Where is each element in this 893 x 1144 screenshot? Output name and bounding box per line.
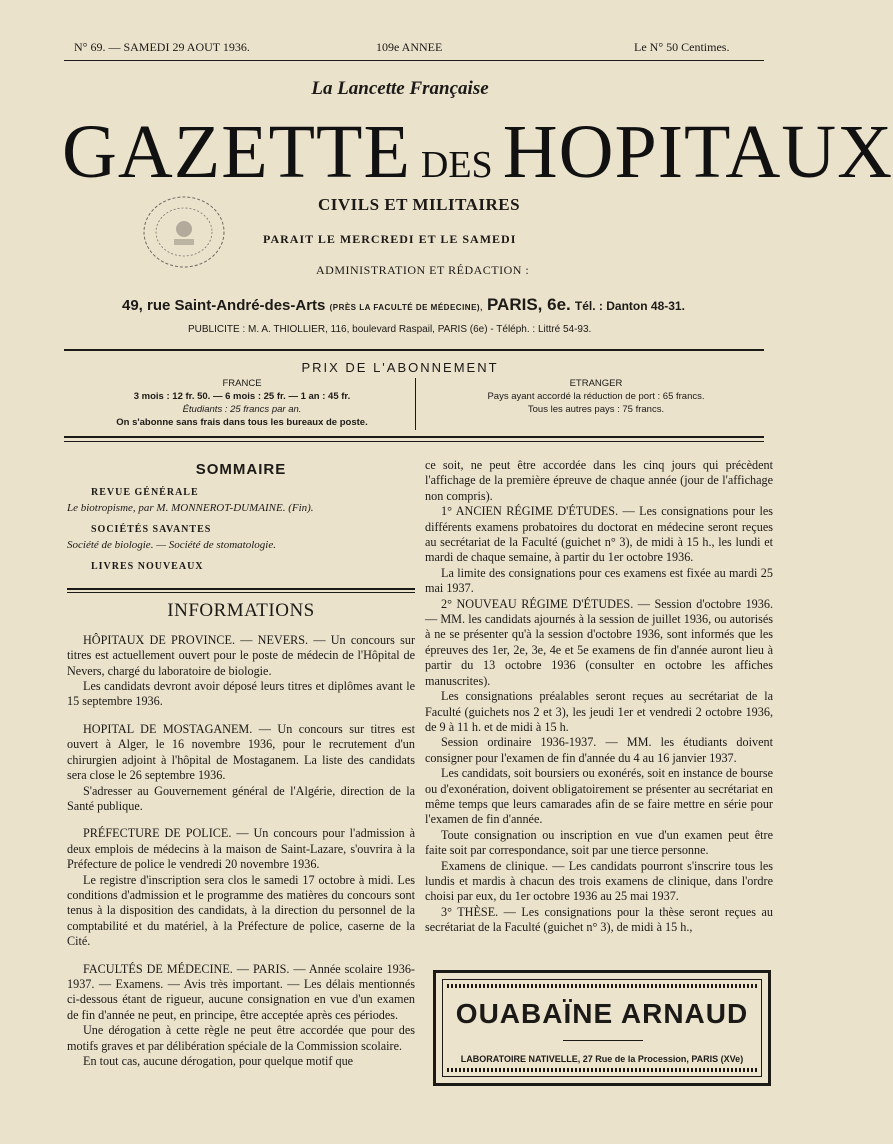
right-consignations: Les consignations préalables seront reçues au secrétariat de la Faculté (guichets nos 2 et 3), les jeudi 1er et vendredi 2 octobre 1936, de 9 à 11 h. et de midi à 15 h. xyxy=(425,689,773,734)
right-session-ordinaire: Session ordinaire 1936-1937. — MM. les étudiants doivent consigner pour l'examen de fin d'année du 4 au 16 janvier 1937. xyxy=(425,735,773,765)
info-prefecture: PRÉFECTURE DE POLICE. — Un concours pour l'admission à deux emplois de médecins à la maison de Saint-Lazare, s'ouvrira à la Préfecture de police le vendredi 20 novembre 1936. xyxy=(67,826,415,872)
right-limite: La limite des consignations pour ces examens est fixée au mardi 25 mai 1937. xyxy=(425,565,773,596)
france-rates: 3 mois : 12 fr. 50. — 6 mois : 25 fr. — 1 an : 45 fr. xyxy=(133,391,351,402)
ad-border-pattern-bottom xyxy=(447,1068,757,1072)
ad-divider xyxy=(563,1040,643,1041)
right-nouveau-regime: 2° NOUVEAU RÉGIME D'ÉTUDES. — Session d'octobre 1936. — MM. les candidats ajournés à la session de juillet 1936, ou autorisés à ne se présenter qu'à la session d'octobre 1936, sont informés que les épreuves des 1er, 2e, 3e, 4e et 5e examens de fin d'année auront lieu à partir du 13 octobre 1936 (consulter en octobre les affiches manuscrites). xyxy=(425,596,773,688)
top-rule xyxy=(64,60,764,61)
ad-laboratory: LABORATOIRE NATIVELLE, 27 Rue de la Procession, PARIS (XVe) xyxy=(460,1054,744,1064)
sommaire-societes-head: SOCIÉTÉS SAVANTES xyxy=(91,524,212,536)
civils-militaires: CIVILS ET MILITAIRES xyxy=(318,195,521,214)
etranger-line2: Tous les autres pays : 75 francs. xyxy=(527,404,665,415)
masthead-title-hopitaux: HOPITAUX xyxy=(502,110,893,194)
right-ancien-regime: 1° ANCIEN RÉGIME D'ÉTUDES. — Les consignations pour les différents examens probatoires du doctorat en médecine seront reçues au secrétariat de la Faculté (guichet n° 3), de midi à 15 h., les lundi et mardi de chaque semaine, à partir du 1er octobre 1936. xyxy=(425,504,773,565)
ouabaine-advertisement xyxy=(433,970,771,1086)
info-mostaganem: HOPITAL DE MOSTAGANEM. — Un concours sur titres est ouvert à Alger, le 16 novembre 1936, pour le recrutement d'un chirurgien adjoint à l'hôpital de Mostaganem. La liste des candidats sera close le 26 septembre 1936. xyxy=(67,721,415,783)
right-toute-consignation: Toute consignation ou inscription en vue d'un examen peut être faite soit par correspondance, soit par une tierce personne. xyxy=(425,827,773,858)
left-column xyxy=(67,458,415,1069)
info-nevers: HÔPITAUX DE PROVINCE. — NEVERS. — Un concours sur titres est actuellement ouvert pour le poste de médecin de l'Hôpital de Nevers, chargé du laboratoire de biologie. xyxy=(67,632,415,678)
subscription-france xyxy=(92,377,392,429)
right-column xyxy=(425,458,773,936)
info-mostaganem-contact: S'adresser au Gouvernement général de l'Algérie, direction de la Santé publique. xyxy=(67,783,415,813)
france-students: Étudiants : 25 francs par an. xyxy=(182,404,302,415)
rule-below-subscription-1 xyxy=(64,436,764,438)
etranger-head: ETRANGER xyxy=(569,378,623,389)
right-examens-clinique: Examens de clinique. — Les candidats pourront s'inscrire tous les lundis et mardis à chacun des trois examens de clinique, dans l'ordre choisi par eux, du 1er octobre 1936 au 25 mai 1937. xyxy=(425,858,773,904)
right-candidats: Les candidats, soit boursiers ou exonérés, soit en instance de bourse ou d'exonération, doivent obligatoirement se présenter au secrétariat en même temps que leurs camarades afin de se faire mettre en série pour l'examen de fin d'année. xyxy=(425,766,773,827)
masthead-title-des: DES xyxy=(420,144,493,186)
right-para-1: ce soit, ne peut être accordée dans les cinq jours qui précèdent l'affichage de la première épreuve de chaque année (jour de l'affichage non compris). xyxy=(425,458,773,503)
sommaire-livres-head: LIVRES NOUVEAUX xyxy=(91,561,204,573)
address-street: 49, rue Saint-André-des-Arts xyxy=(122,297,326,314)
year-label: 109e ANNEE xyxy=(376,40,443,54)
ad-inner-frame xyxy=(442,979,762,1077)
address-note: (PRÈS LA FACULTÉ DE MÉDECINE), xyxy=(329,303,483,312)
price-label: Le N° 50 Centimes. xyxy=(634,40,730,54)
masthead-title-gazette: GAZETTE xyxy=(62,110,411,194)
masthead-subtitle: La Lancette Française xyxy=(311,78,489,99)
info-prefecture-registre: Le registre d'inscription sera clos le samedi 17 octobre à midi. Les conditions d'admission et le programme des matières du concours sont tenus à la disposition des candidats, à la direction du personnel de la comptabilité et du matériel, à la Préfecture de police, caserne de la Cité. xyxy=(67,872,415,949)
publication-days: PARAIT LE MERCREDI ET LE SAMEDI xyxy=(263,232,517,246)
address-telephone: Tél. : Danton 48-31. xyxy=(574,299,685,313)
ad-product-name: OUABAÏNE ARNAUD xyxy=(455,998,749,1029)
subscription-divider xyxy=(415,378,416,430)
address-line xyxy=(122,295,685,315)
right-these: 3° THÈSE. — Les consignations pour la thèse seront reçues au secrétariat de la Faculté (guichet n° 3), de midi à 15 h., xyxy=(425,904,773,935)
france-post: On s'abonne sans frais dans tous les bureaux de poste. xyxy=(116,417,368,428)
informations-title: INFORMATIONS xyxy=(167,600,315,622)
sommaire-revue-head: REVUE GÉNÉRALE xyxy=(91,487,199,499)
etranger-line1: Pays ayant accordé la réduction de port : 65 francs. xyxy=(487,391,705,402)
publicite-line: PUBLICITE : M. A. THIOLLIER, 116, boulevard Raspail, PARIS (6e) - Téléph. : Littré 54-93. xyxy=(188,324,592,335)
france-head: FRANCE xyxy=(222,378,262,389)
masthead-title xyxy=(62,110,893,194)
issue-number: N° 69. — SAMEDI 29 AOUT 1936. xyxy=(74,40,250,54)
rule-below-subscription-2 xyxy=(64,441,764,442)
rule-above-subscription xyxy=(64,349,764,351)
info-facultes: FACULTÉS DE MÉDECINE. — PARIS. — Année scolaire 1936-1937. — Examens. — Avis très important. — Les délais mentionnés ci-dessous étant de rigueur, aucune consignation en vue d'un examen de fin d'année ne peut, en principe, être acceptée après ces périodes. xyxy=(67,961,415,1022)
admin-redaction: ADMINISTRATION ET RÉDACTION : xyxy=(316,263,530,277)
subscription-etranger xyxy=(446,377,746,416)
sommaire-title: SOMMAIRE xyxy=(195,461,287,478)
sommaire-societes-line: Société de biologie. — Société de stomatologie. xyxy=(67,538,276,551)
info-nevers-deadline: Les candidats devront avoir déposé leurs titres et diplômes avant le 15 septembre 1936. xyxy=(67,679,415,709)
info-en-tout-cas: En tout cas, aucune dérogation, pour quelque motif que xyxy=(83,1054,354,1068)
sommaire-revue-line: Le biotropisme, par M. MONNEROT-DUMAINE. (Fin). xyxy=(67,501,314,514)
address-city: PARIS, 6e. xyxy=(486,295,571,314)
subscription-title: PRIX DE L'ABONNEMENT xyxy=(301,360,499,375)
info-derogation: Une dérogation à cette règle ne peut être accordée que pour des motifs graves et par délibération spéciale de la Commission scolaire. xyxy=(67,1023,415,1053)
sommaire-divider xyxy=(67,588,415,593)
ad-border-pattern-top xyxy=(447,984,757,988)
library-stamp-icon xyxy=(140,193,228,271)
